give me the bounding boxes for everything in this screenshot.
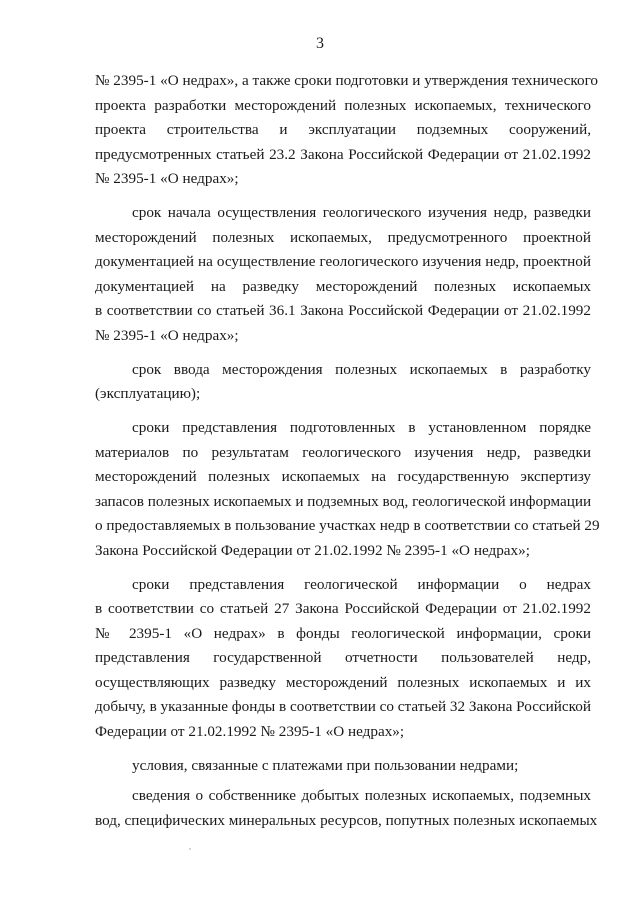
text-line: документацией на разведку месторождений полезных ископаемых bbox=[95, 277, 591, 295]
text-line: условия, связанные с платежами при пользовании недрами; bbox=[132, 756, 519, 774]
text-line: сроки представления геологической информации о недрах bbox=[132, 575, 591, 593]
text-line: документацией на осуществление геологического изучения недр, проектной bbox=[95, 253, 591, 270]
paragraph-3 bbox=[95, 358, 591, 407]
text-line: № 2395-1 «О недрах», а также сроки подготовки и утверждения технического bbox=[95, 72, 599, 89]
text-line: о предоставляемых в пользование участках недр в соответствии со статьей 29 bbox=[95, 517, 600, 534]
text-line: (эксплуатацию); bbox=[95, 385, 201, 402]
text-line: № 2395-1 «О недрах» в фонды геологической информации, сроки bbox=[95, 624, 591, 642]
text-line: в соответствии со статьей 36.1 Закона Российской Федерации от 21.02.1992 bbox=[95, 302, 591, 319]
page-number: 3 bbox=[316, 35, 324, 52]
text-line: сроки представления подготовленных в установленном порядке bbox=[132, 419, 591, 436]
paragraph-6 bbox=[95, 754, 591, 779]
paragraph-1 bbox=[95, 69, 599, 192]
text-line: в соответствии со статьей 27 Закона Российской Федерации от 21.02.1992 bbox=[95, 600, 591, 617]
paragraph-7 bbox=[95, 784, 598, 833]
text-line: проекта разработки месторождений полезных ископаемых, технического bbox=[95, 96, 591, 114]
text-line: Федерации от 21.02.1992 № 2395-1 «О недрах»; bbox=[95, 722, 405, 740]
text-line: месторождений полезных ископаемых на государственную экспертизу bbox=[95, 468, 591, 485]
body-text bbox=[95, 69, 600, 843]
text-line: сведения о собственнике добытых полезных ископаемых, подземных bbox=[132, 787, 591, 804]
text-line: № 2395-1 «О недрах»; bbox=[95, 326, 239, 344]
text-line: срок ввода месторождения полезных ископаемых в разработку bbox=[132, 360, 591, 378]
text-line: вод, специфических минеральных ресурсов, попутных полезных ископаемых bbox=[95, 811, 598, 829]
text-line: осуществляющих разведку месторождений полезных ископаемых и их bbox=[95, 673, 591, 691]
scan-speck bbox=[189, 848, 191, 850]
paragraph-5 bbox=[95, 573, 591, 745]
paragraph-4 bbox=[95, 416, 600, 563]
paragraph-2 bbox=[95, 201, 591, 348]
text-line: запасов полезных ископаемых и подземных вод, геологической информации bbox=[95, 492, 592, 510]
text-line: срок начала осуществления геологического изучения недр, разведки bbox=[132, 204, 591, 221]
text-line: № 2395-1 «О недрах»; bbox=[95, 170, 239, 187]
text-line: предусмотренных статьей 23.2 Закона Российской Федерации от 21.02.1992 bbox=[95, 145, 591, 163]
text-line: материалов по результатам геологического изучения недр, разведки bbox=[95, 443, 591, 461]
text-line: Закона Российской Федерации от 21.02.1992 № 2395-1 «О недрах»; bbox=[95, 541, 530, 559]
text-line: проекта строительства и эксплуатации подземных сооружений, bbox=[95, 121, 591, 138]
text-line: добычу, в указанные фонды в соответствии со статьей 32 Закона Российской bbox=[95, 698, 591, 715]
text-line: представления государственной отчетности пользователей недр, bbox=[95, 649, 591, 666]
text-line: месторождений полезных ископаемых, предусмотренного проектной bbox=[95, 228, 591, 246]
